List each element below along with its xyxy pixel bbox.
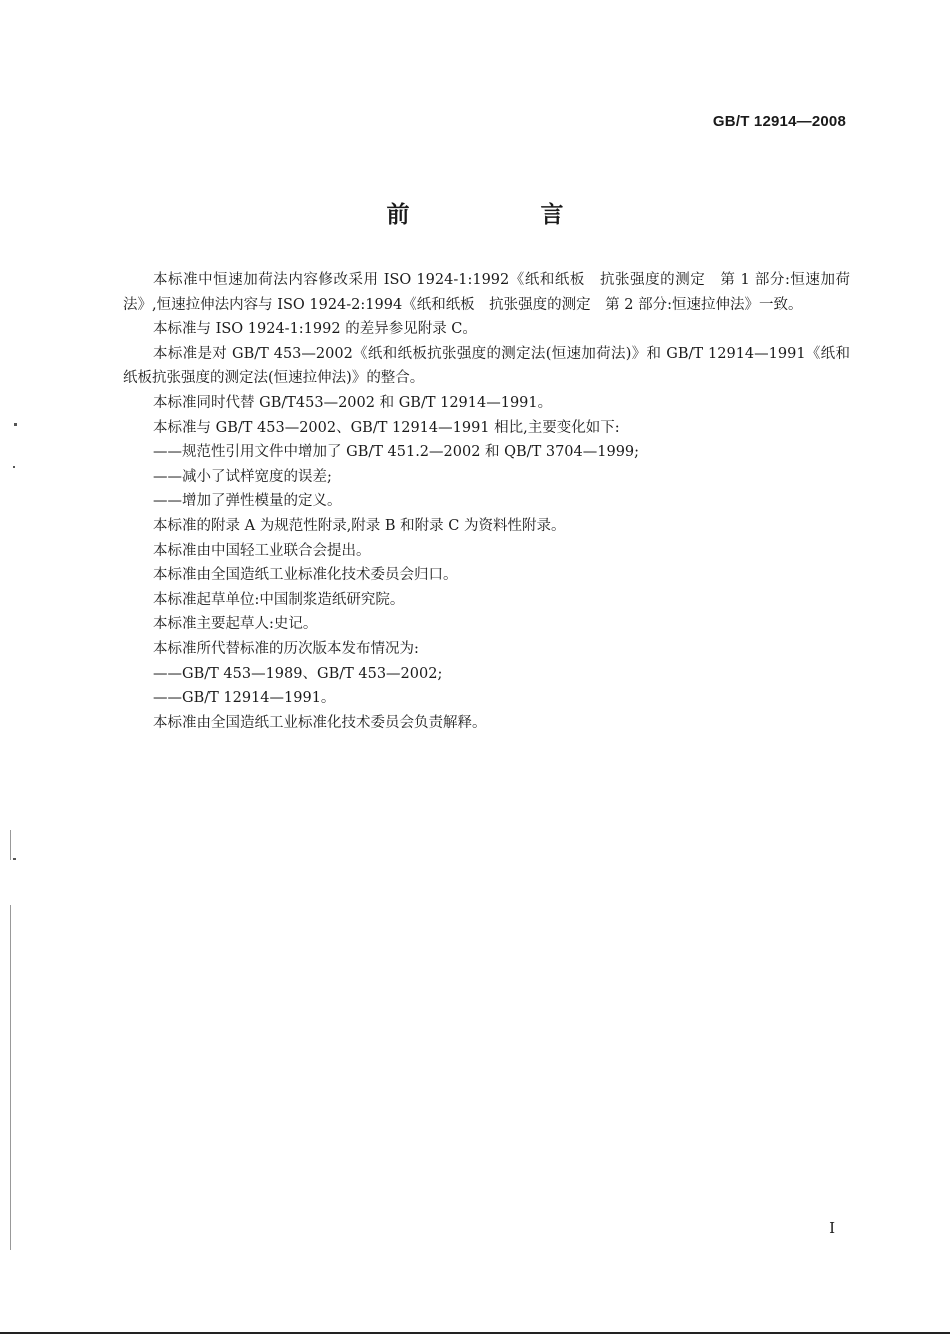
scan-edge-line xyxy=(10,830,11,860)
paragraph-drafters: 本标准主要起草人:史记。 xyxy=(153,616,318,633)
foreword-body xyxy=(123,268,850,735)
paragraph-annexes: 本标准的附录 A 为规范性附录,附录 B 和附录 C 为资料性附录。 xyxy=(153,517,566,534)
scan-bottom-border xyxy=(0,1332,950,1334)
scan-speck xyxy=(13,466,15,468)
paragraph-replaces: 本标准同时代替 GB/T453—2002 和 GB/T 12914—1991。 xyxy=(153,394,553,411)
scan-speck xyxy=(14,423,17,426)
paragraph-interpretation: 本标准由全国造纸工业标准化技术委员会负责解释。 xyxy=(153,714,487,731)
history-item: ——GB/T 12914—1991。 xyxy=(153,690,336,707)
paragraph-adoption: 本标准中恒速加荷法内容修改采用 ISO 1924-1:1992《纸和纸板 抗张强度的测定 第 1 部分:恒速加荷法》,恒速拉伸法内容与 ISO 1924-2:1994《纸和纸板 抗张强度的测定 第 2 部分:恒速拉伸法》一致。 xyxy=(123,272,850,313)
page-title: 前 言 xyxy=(386,202,618,228)
standard-code: GB/T 12914—2008 xyxy=(712,113,846,130)
history-item: ——GB/T 453—1989、GB/T 453—2002; xyxy=(153,665,443,682)
paragraph-proposed-by: 本标准由中国轻工业联合会提出。 xyxy=(153,542,371,559)
paragraph-drafting-unit: 本标准起草单位:中国制浆造纸研究院。 xyxy=(153,591,405,608)
paragraph-centralized-by: 本标准由全国造纸工业标准化技术委员会归口。 xyxy=(153,567,458,584)
change-item: ——减小了试样宽度的误差; xyxy=(153,468,332,485)
paragraph-integration: 本标准是对 GB/T 453—2002《纸和纸板抗张强度的测定法(恒速加荷法)》和 GB/T 12914—1991《纸和纸板抗张强度的测定法(恒速拉伸法)》的整合。 xyxy=(123,345,850,387)
scan-edge-line xyxy=(10,905,11,1250)
scan-speck xyxy=(13,858,16,860)
paragraph-changes-intro: 本标准与 GB/T 453—2002、GB/T 12914—1991 相比,主要变化如下: xyxy=(153,419,620,436)
page-number: I xyxy=(829,1219,835,1237)
paragraph-differences: 本标准与 ISO 1924-1:1992 的差异参见附录 C。 xyxy=(153,321,477,338)
change-item: ——规范性引用文件中增加了 GB/T 451.2—2002 和 QB/T 3704—1999; xyxy=(153,444,640,461)
paragraph-history-intro: 本标准所代替标准的历次版本发布情况为: xyxy=(153,640,419,657)
change-item: ——增加了弹性模量的定义。 xyxy=(153,493,342,510)
